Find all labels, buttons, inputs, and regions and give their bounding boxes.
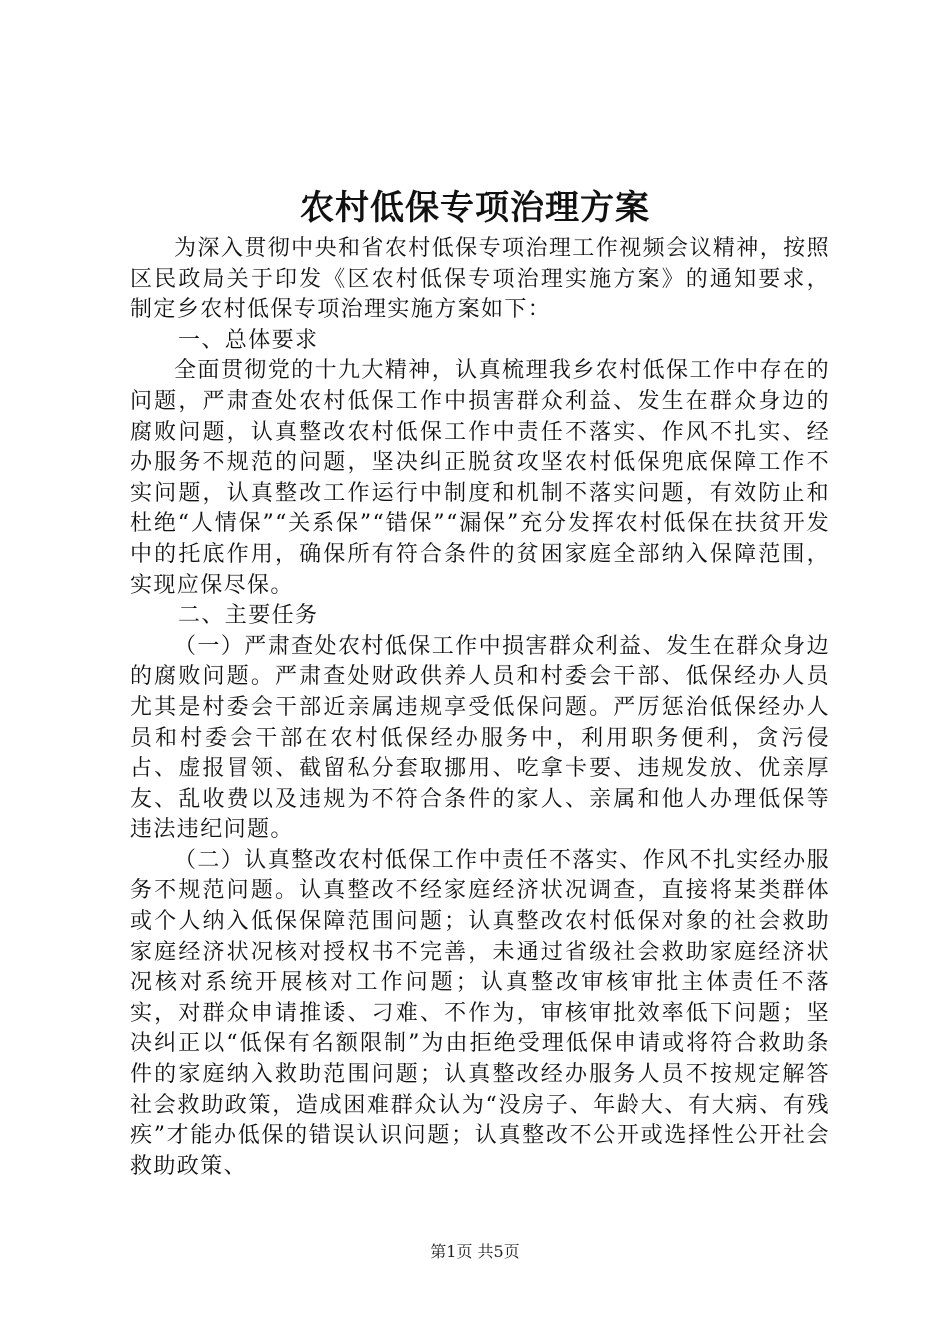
general-requirements-paragraph: 全面贯彻党的十九大精神，认真梳理我乡农村低保工作中存在的问题，严肃查处农村低保工作中损害群众利益、发生在群众身边的腐败问题，认真整改农村低保工作中责任不落实、作风不扎实、经办服务不规范的问题，坚决纠正脱贫攻坚农村低保兜底保障工作不实问题，认真整改工作运行中制度和机制不落实问题，有效防止和杜绝“人情保”“关系保”“错保”“漏保”充分发挥农村低保在扶贫开发中的托底作用，确保所有符合条件的贫困家庭全部纳入保障范围，实现应保尽保。	[130, 358, 830, 598]
document-title: 农村低保专项治理方案	[300, 188, 650, 228]
page-number-footer: 第1页 共5页	[430, 1242, 520, 1261]
intro-paragraph: 为深入贯彻中央和省农村低保专项治理工作视频会议精神，按照区民政局关于印发《区农村低保专项治理实施方案》的通知要求，制定乡农村低保专项治理实施方案如下：	[130, 236, 830, 323]
section-heading-general-requirements: 一、总体要求	[178, 327, 319, 353]
document-body	[130, 234, 830, 1182]
task-two-paragraph: （二）认真整改农村低保工作中责任不落实、作风不扎实经办服务不规范问题。认真整改不经家庭经济状况调查，直接将某类群体或个人纳入低保保障范围问题；认真整改农村低保对象的社会救助家庭经济状况核对授权书不完善，未通过省级社会救助家庭经济状况核对系统开展核对工作问题；认真整改审核审批主体责任不落实，对群众申请推诿、刁难、不作为，审核审批效率低下问题；坚决纠正以“低保有名额限制”为由拒绝受理低保申请或将符合救助条件的家庭纳入救助范围问题；认真整改经办服务人员不按规定解答社会救助政策，造成困难群众认为“没房子、年龄大、有大病、有残疾”才能办低保的错误认识问题；认真整改不公开或选择性公开社会救助政策、	[130, 847, 830, 1179]
section-heading-main-tasks: 二、主要任务	[178, 603, 319, 629]
task-one-paragraph: （一）严肃查处农村低保工作中损害群众利益、发生在群众身边的腐败问题。严肃查处财政供养人员和村委会干部、低保经办人员尤其是村委会干部近亲属违规享受低保问题。严厉惩治低保经办人员和村委会干部在农村低保经办服务中，利用职务便利，贪污侵占、虚报冒领、截留私分套取挪用、吃拿卡要、违规发放、优亲厚友、乱收费以及违规为不符合条件的家人、亲属和他人办理低保等违法违纪问题。	[130, 633, 830, 843]
